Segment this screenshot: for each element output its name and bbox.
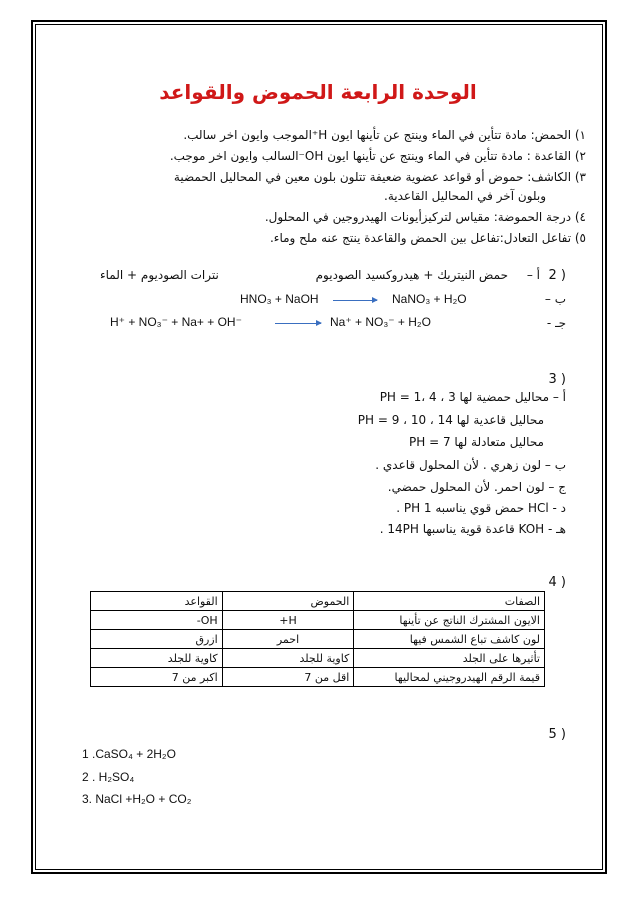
acids-bases-table bbox=[90, 591, 545, 687]
section-2-c-prefix: جـ - bbox=[546, 316, 566, 330]
table-cell: كاوية للجلد bbox=[91, 649, 223, 668]
table-cell: ازرق bbox=[91, 630, 223, 649]
section-3-d: د - HCl حمض قوي يناسبه PH 1 . bbox=[396, 501, 566, 515]
section-2-b-reactants: HNO₃ + NaOH bbox=[240, 292, 319, 306]
table-header-cell: القواعد bbox=[91, 592, 223, 611]
definition-ph: ٤) درجة الحموضة: مقياس لتركيزأيونات الهيدروجين في المحلول. bbox=[264, 210, 586, 224]
section-5-number: 5 ) bbox=[548, 727, 566, 742]
table-cell: H+ bbox=[222, 611, 354, 630]
reaction-arrow-c bbox=[275, 323, 321, 324]
section-3-acidic: أ – محاليل حمضية لها PH = 1، 4 ، 3 bbox=[379, 390, 566, 404]
section-3-c: ج – لون احمر. لأن المحلول حمضي. bbox=[387, 480, 566, 494]
section-3-basic: محاليل قاعدية لها PH = 9 ، 10 ، 14 bbox=[357, 413, 544, 427]
section-2-a-prefix: أ – bbox=[526, 268, 540, 282]
table-header-cell: الصفات bbox=[354, 592, 545, 611]
section-2-a-reactants: حمض النيتريك + هيدروكسيد الصوديوم bbox=[315, 268, 508, 282]
section-2-b-prefix: ب – bbox=[544, 292, 566, 306]
reaction-arrow-b bbox=[333, 300, 377, 301]
table-cell: OH- bbox=[91, 611, 223, 630]
section-3-number: 3 ) bbox=[548, 372, 566, 387]
section-5-answer-1: 1 .CaSO₄ + 2H₂O bbox=[82, 747, 176, 761]
table-header-row bbox=[91, 592, 545, 611]
table-cell: تأثيرها على الجلد bbox=[354, 649, 545, 668]
table-cell: اكبر من 7 bbox=[91, 668, 223, 687]
table-row bbox=[91, 649, 545, 668]
section-2-c-reactants: H⁺ + NO₃⁻ + Na+ + OH⁻ bbox=[110, 315, 242, 329]
table-cell: كاوية للجلد bbox=[222, 649, 354, 668]
definition-indicator: ٣) الكاشف: حموض أو قواعد عضوية ضعيفة تتلون بلون معين في المحاليل الحمضية bbox=[173, 170, 586, 184]
section-2-number: 2 ) bbox=[548, 268, 566, 283]
section-5-answer-2: 2 . H₂SO₄ bbox=[82, 770, 135, 784]
section-5-answer-3: 3. NaCl +H₂O + CO₂ bbox=[82, 792, 192, 806]
table-row bbox=[91, 630, 545, 649]
page-title: الوحدة الرابعة الحموض والقواعد bbox=[159, 80, 477, 104]
table-cell: لون كاشف تباع الشمس فيها bbox=[354, 630, 545, 649]
table-cell: احمر bbox=[222, 630, 354, 649]
section-3-neutral: محاليل متعادلة لها PH = 7 bbox=[409, 435, 544, 449]
table-cell: قيمة الرقم الهيدروجيني لمحاليها bbox=[354, 668, 545, 687]
table-cell: الايون المشترك الناتج عن تأينها bbox=[354, 611, 545, 630]
definition-indicator-cont: وبلون آخر في المحاليل القاعدية. bbox=[384, 189, 546, 203]
section-2-b-products: NaNO₃ + H₂O bbox=[392, 292, 467, 306]
table-header-cell: الحموض bbox=[222, 592, 354, 611]
section-4-number: 4 ) bbox=[548, 575, 566, 590]
section-3-b: ب – لون زهري . لأن المحلول قاعدي . bbox=[375, 458, 566, 472]
definition-base: ٢) القاعدة : مادة تتأين في الماء وينتج عن تأينها ايون OH⁻السالب وايون اخر موجب. bbox=[169, 149, 586, 163]
section-2-a-products: نترات الصوديوم + الماء bbox=[100, 268, 219, 282]
table-cell: اقل من 7 bbox=[222, 668, 354, 687]
section-2-c-products: Na⁺ + NO₃⁻ + H₂O bbox=[330, 315, 431, 329]
definition-acid: ١) الحمض: مادة تتأين في الماء وينتج عن تأينها ايون H⁺الموجب وايون اخر سالب. bbox=[183, 128, 586, 142]
table-row bbox=[91, 611, 545, 630]
table-row bbox=[91, 668, 545, 687]
definition-neutralization: ٥) تفاعل التعادل:تفاعل بين الحمض والقاعدة ينتج عنه ملح وماء. bbox=[269, 231, 586, 245]
section-3-e: هـ - KOH قاعدة قوية يناسبها 14PH . bbox=[379, 522, 566, 536]
